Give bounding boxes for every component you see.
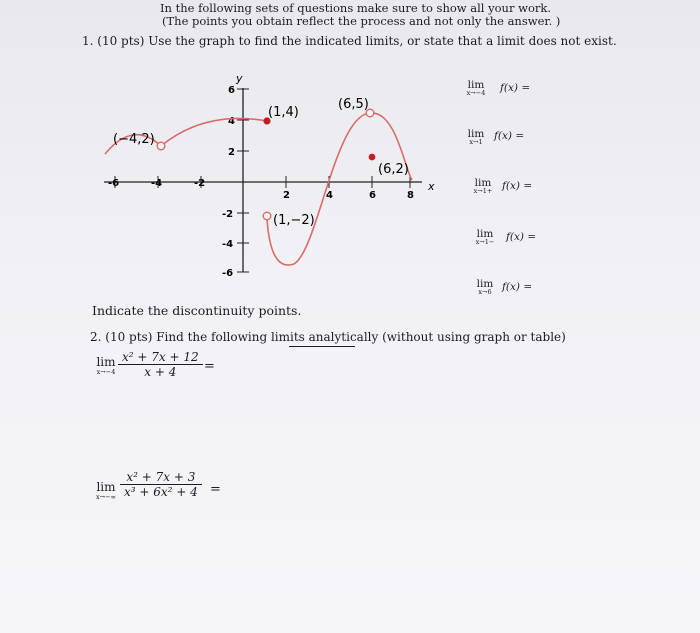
y-tick-label: -4: [222, 239, 234, 250]
point-label: (1,−2): [273, 213, 315, 228]
x-tick-label: -6: [108, 178, 120, 189]
lim-word: lim: [96, 480, 116, 494]
lim-sub: x→−4: [466, 89, 486, 97]
limit-4-expr: f(x) =: [506, 231, 537, 243]
point-label: (6,5): [338, 97, 369, 112]
y-tick-label: -6: [222, 268, 234, 279]
y-tick-label: 4: [228, 116, 235, 127]
lim-sub: x→6: [478, 288, 492, 296]
limit-2-expr: f(x) =: [494, 130, 525, 142]
x-tick-label: 6: [369, 190, 376, 201]
point-label: (−4,2): [113, 132, 155, 147]
lim-word: lim: [476, 228, 494, 240]
y-tick-label: 6: [228, 85, 235, 96]
x-tick-label: -2: [194, 178, 206, 189]
closed-point-6-2: [369, 154, 376, 161]
limit-3: [465, 178, 501, 195]
lim-sub: x→1−: [475, 238, 495, 246]
lim-word: lim: [467, 79, 485, 91]
equals-sign: =: [210, 482, 221, 497]
point-label: (1,4): [268, 105, 299, 120]
limit-2: [458, 129, 494, 146]
y-axis-label: y: [236, 72, 243, 85]
q2-limit-2-fraction: [120, 470, 202, 499]
curve-right: [267, 113, 412, 265]
limit-1-expr: f(x) =: [500, 82, 531, 94]
limit-3-expr: f(x) =: [502, 180, 533, 192]
denominator: x + 4: [118, 364, 203, 379]
open-point-1-neg2: [263, 212, 271, 220]
intro-line-1: In the following sets of questions make sure to show all your work.: [160, 1, 552, 15]
y-tick-label: -2: [222, 209, 234, 220]
limit-4: [467, 229, 503, 246]
x-tick-label: 2: [283, 190, 290, 201]
lim-sub: x→1+: [473, 187, 493, 195]
numerator: x² + 7x + 12: [122, 350, 199, 364]
intro-line-2: (The points you obtain reflect the process and not only the answer. ): [162, 14, 561, 28]
y-tick-label: 2: [228, 147, 235, 158]
denominator: x³ + 6x² + 4: [120, 484, 202, 499]
discontinuity-prompt: Indicate the discontinuity points.: [92, 303, 302, 318]
lim-word: lim: [96, 355, 116, 369]
limit-5-expr: f(x) =: [502, 281, 533, 293]
x-tick-label: -4: [151, 178, 163, 189]
x-axis-label: x: [428, 180, 435, 193]
lim-word: lim: [476, 278, 494, 290]
q2-limit-1-fraction: [118, 350, 203, 379]
underline-analytically: [289, 346, 355, 347]
equals-sign: =: [204, 359, 215, 374]
question-2: 2. (10 pts) Find the following limits analytically (without using graph or table): [90, 330, 566, 344]
lim-sub: x→−∞: [96, 493, 116, 501]
open-point-neg4-2: [157, 142, 165, 150]
limit-1: [458, 80, 494, 97]
lim-sub: x→−4: [96, 368, 116, 376]
x-tick-label: 8: [407, 190, 414, 201]
numerator: x² + 7x + 3: [126, 470, 196, 484]
lim-sub: x→1: [469, 138, 483, 146]
lim-word: lim: [467, 128, 485, 140]
question-1: 1. (10 pts) Use the graph to find the indicated limits, or state that a limit does not exist.: [82, 34, 617, 48]
lim-word: lim: [474, 177, 492, 189]
x-tick-label: 4: [326, 190, 333, 201]
limit-5: [467, 279, 503, 296]
point-label: (6,2): [378, 162, 409, 177]
